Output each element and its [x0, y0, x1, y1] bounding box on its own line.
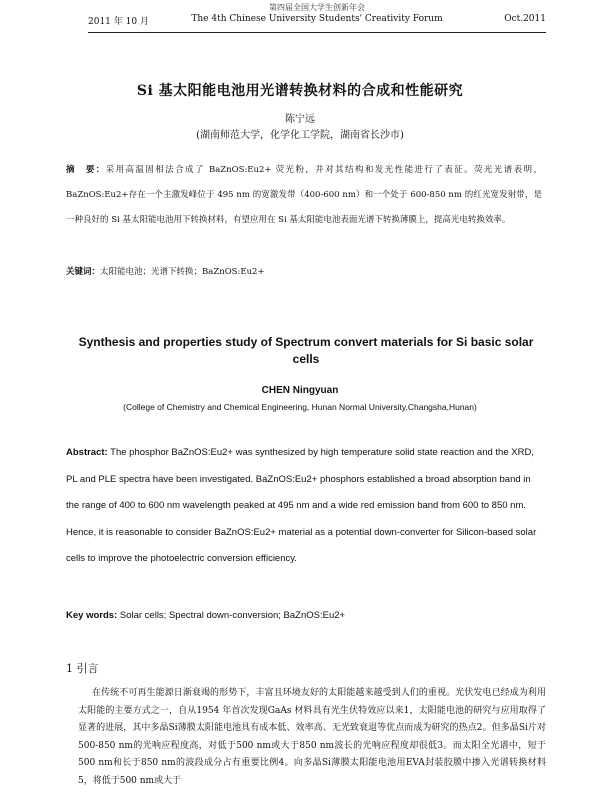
- running-header: [88, 3, 546, 33]
- english-author: CHEN Ningyuan: [261, 385, 339, 396]
- header-conference-name: 第四届全国大学生创新年会: [269, 3, 365, 12]
- chinese-keywords: [66, 265, 265, 277]
- introduction-paragraph: 在传统不可再生能源日渐衰竭的形势下，丰富且环境友好的太阳能越来越受到人们的重视。光伏发电已经成为利用太阳能的主要方式之一，自从1954 年首次发现GaAs 材料具有光生伏特效应以来1，太阳能电池的研究与应用取得了显著的进展，其中多晶Si薄膜太阳能电池具有成本低、效率高、无光致衰退等优点而成为研究的热点2。但多晶Si片对500-850 nm的光响应程度高，对低于500 nm或大于850 nm波长的光响应程度却很低3。而太阳全光谱中，短于500 nm和长于850 nm的波段成分占有重要比例4。向多晶Si薄膜太阳能电池用EVA封装胶膜中掺入光谱转换材料5，将低于500 nm或大于: [78, 688, 546, 786]
- english-abstract-label: Abstract:: [66, 447, 108, 458]
- section-heading-introduction: 1 引言: [66, 662, 99, 675]
- chinese-keywords-text: 太阳能电池；光谱下转换；BaZnOS:Eu2+: [100, 267, 265, 277]
- english-keywords-label: Key words:: [66, 610, 118, 621]
- english-title: Synthesis and properties study of Spectrum convert materials for Si basic solar cells: [78, 335, 534, 366]
- chinese-abstract-text: 采用高温固相法合成了 BaZnOS:Eu2+ 荧光粉，并对其结构和发光性能进行了表征。荧光光谱表明，BaZnOS:Eu2+存在一个主激发峰位于 495 nm 的宽激发带（400-600 nm）和一个处于 600-850 nm 的红光宽发射带，是一种良好的 Si 基太阳能电池用下转换材料，有望应用在 Si 基太阳能电池表面光谱下转换薄膜上，提高光电转换效率。: [66, 165, 542, 225]
- chinese-title: Si 基太阳能电池用光谱转换材料的合成和性能研究: [136, 83, 464, 99]
- chinese-keywords-label: 关键词：: [66, 267, 101, 277]
- chinese-author: 陈宁远: [285, 114, 315, 125]
- header-forum-name: The 4th Chinese University Students' Creativity Forum: [191, 14, 443, 24]
- english-abstract: [66, 440, 544, 573]
- header-date-en: Oct.2011: [504, 14, 546, 24]
- english-affiliation: (College of Chemistry and Chemical Engineering, Hunan Normal University,Changsha,Hunan): [123, 402, 477, 412]
- english-abstract-text: The phosphor BaZnOS:Eu2+ was synthesized by high temperature solid state reaction and the XRD, PL and PLE spectra have been investigated. BaZnOS:Eu2+ phosphors established a broad absorption band in the range of 400 to 600 nm wavelength peaked at 495 nm and a wide red emission band from 600 to 850 nm. Hence, it is reasonable to consider BaZnOS:Eu2+ material as a potential down-converter for Silicon-based solar cells to improve the photoelectric conversion efficiency.: [66, 447, 537, 564]
- chinese-abstract-label: 摘 要：: [66, 165, 106, 175]
- english-keywords-text: Solar cells; Spectral down-conversion; BaZnOS:Eu2+: [119, 610, 346, 621]
- header-date-cn: 2011 年 10 月: [88, 17, 149, 27]
- english-keywords: [66, 610, 345, 621]
- chinese-affiliation: (湖南师范大学，化学化工学院，湖南省长沙市): [196, 130, 404, 141]
- chinese-abstract: [66, 158, 542, 233]
